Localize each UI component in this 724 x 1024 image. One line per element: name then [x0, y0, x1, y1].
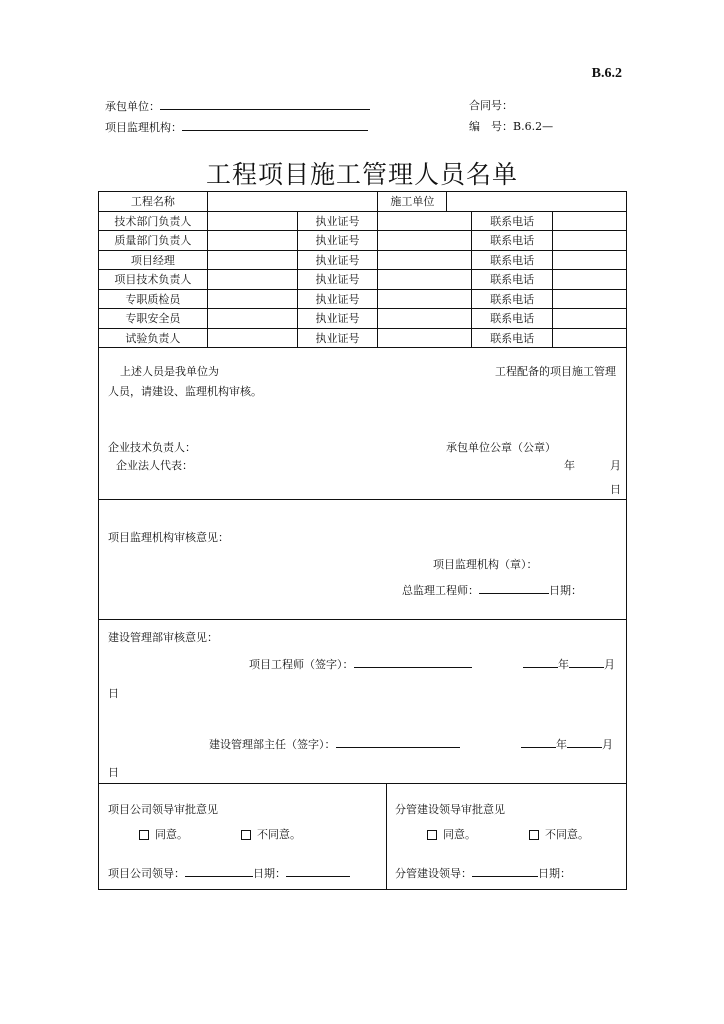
phone-label: 联系电话 — [472, 309, 553, 329]
day-label: 日 — [108, 687, 119, 700]
director-line[interactable] — [336, 735, 460, 748]
cert-cell[interactable] — [378, 231, 472, 251]
branch-agree-option[interactable] — [427, 826, 476, 842]
table-row — [99, 289, 627, 309]
role-label: 项目经理 — [99, 250, 208, 270]
branch-approval-section — [386, 783, 627, 890]
construction-opinion-label: 建设管理部审核意见： — [108, 631, 218, 644]
cert-cell[interactable] — [378, 211, 472, 231]
branch-signer-line[interactable] — [472, 864, 538, 877]
staff-table — [98, 191, 627, 348]
table-row — [99, 231, 627, 251]
company-approval-section — [98, 783, 387, 890]
phone-cell[interactable] — [553, 309, 627, 329]
cert-label: 执业证号 — [297, 309, 378, 329]
legal-rep-label: 企业法人代表： — [116, 459, 193, 472]
table-row — [99, 192, 627, 212]
agree-label: 同意。 — [443, 828, 476, 841]
cert-cell[interactable] — [378, 270, 472, 290]
month-label: 月 — [602, 738, 613, 751]
contract-no-label: 合同号： — [469, 99, 513, 112]
cert-label: 执业证号 — [297, 289, 378, 309]
contractor-field — [105, 97, 370, 114]
project-engineer-line[interactable] — [354, 655, 472, 668]
supervisor-opinion-label: 项目监理机构审核意见： — [108, 531, 229, 544]
month-label: 月 — [610, 459, 621, 472]
disagree-label: 不同意。 — [545, 828, 589, 841]
cert-label: 执业证号 — [297, 250, 378, 270]
name-cell[interactable] — [207, 289, 297, 309]
agree-label: 同意。 — [155, 828, 188, 841]
month-label: 月 — [604, 658, 615, 671]
contractor-seal-label: 承包单位公章（公章） — [446, 441, 556, 454]
name-cell[interactable] — [207, 211, 297, 231]
phone-cell[interactable] — [553, 328, 627, 348]
disagree-label: 不同意。 — [257, 828, 301, 841]
company-disagree-option[interactable] — [241, 826, 301, 842]
project-name-label: 工程名称 — [99, 192, 208, 212]
page-title: 工程项目施工管理人员名单 — [205, 160, 518, 189]
date-label: 日期： — [253, 867, 286, 880]
chief-engineer-field — [402, 581, 582, 598]
company-signer-field — [108, 864, 350, 881]
table-row — [99, 250, 627, 270]
project-name-value[interactable] — [207, 192, 378, 212]
checkbox-icon[interactable] — [529, 830, 539, 840]
construction-unit-label: 施工单位 — [378, 192, 447, 212]
cert-cell[interactable] — [378, 328, 472, 348]
day-label: 日 — [108, 766, 119, 779]
role-label: 专职质检员 — [99, 289, 208, 309]
date-label: 日期： — [538, 867, 571, 880]
year-label: 年 — [558, 658, 569, 671]
supervisor-line[interactable] — [182, 118, 368, 131]
role-label: 技术部门负责人 — [99, 211, 208, 231]
engineer-date-field — [523, 655, 615, 672]
branch-approval-title: 分管建设领导审批意见 — [395, 803, 505, 816]
month-line[interactable] — [567, 735, 602, 748]
phone-cell[interactable] — [553, 231, 627, 251]
branch-signer-label: 分管建设领导： — [395, 867, 472, 880]
phone-label: 联系电话 — [472, 231, 553, 251]
role-label: 质量部门负责人 — [99, 231, 208, 251]
company-approval-title: 项目公司领导审批意见 — [108, 803, 218, 816]
declaration-section — [98, 347, 627, 500]
declaration-line1-left: 上述人员是我单位为 — [120, 365, 219, 378]
year-line[interactable] — [521, 735, 556, 748]
month-line[interactable] — [569, 655, 604, 668]
cert-cell[interactable] — [378, 309, 472, 329]
phone-label: 联系电话 — [472, 250, 553, 270]
checkbox-icon[interactable] — [139, 830, 149, 840]
table-row — [99, 270, 627, 290]
declaration-line1-right: 工程配备的项目施工管理 — [495, 365, 616, 378]
supervisor-seal-label: 项目监理机构（章）： — [433, 558, 538, 571]
name-cell[interactable] — [207, 328, 297, 348]
construction-unit-value[interactable] — [447, 192, 627, 212]
declaration-line2: 人员，请建设、监理机构审核。 — [108, 385, 262, 398]
director-label: 建设管理部主任（签字）： — [209, 738, 336, 751]
cert-cell[interactable] — [378, 250, 472, 270]
supervisor-date-label: 日期： — [549, 584, 582, 597]
phone-label: 联系电话 — [472, 289, 553, 309]
construction-review-section — [98, 619, 627, 784]
branch-signer-field — [395, 864, 571, 881]
phone-cell[interactable] — [553, 270, 627, 290]
role-label: 专职安全员 — [99, 309, 208, 329]
project-engineer-field — [249, 655, 472, 672]
company-signer-line[interactable] — [185, 864, 253, 877]
director-field — [209, 735, 460, 752]
serial-label: 编 号：B.6.2— — [469, 120, 554, 133]
year-label: 年 — [556, 738, 567, 751]
table-row — [99, 309, 627, 329]
checkbox-icon[interactable] — [427, 830, 437, 840]
checkbox-icon[interactable] — [241, 830, 251, 840]
name-cell[interactable] — [207, 309, 297, 329]
year-label: 年 — [564, 459, 575, 472]
year-line[interactable] — [523, 655, 558, 668]
company-agree-option[interactable] — [139, 826, 188, 842]
company-signer-label: 项目公司领导： — [108, 867, 185, 880]
contractor-label: 承包单位： — [105, 100, 160, 113]
supervisor-label: 项目监理机构： — [105, 121, 182, 134]
day-label: 日 — [610, 483, 621, 496]
name-cell[interactable] — [207, 231, 297, 251]
phone-label: 联系电话 — [472, 270, 553, 290]
tech-head-label: 企业技术负责人： — [108, 441, 196, 454]
chief-engineer-line[interactable] — [479, 581, 549, 594]
phone-label: 联系电话 — [472, 328, 553, 348]
cert-label: 执业证号 — [297, 328, 378, 348]
project-engineer-label: 项目工程师（签字）： — [249, 658, 354, 671]
table-row — [99, 211, 627, 231]
company-date-line[interactable] — [286, 864, 350, 877]
supervisor-review-section — [98, 499, 627, 620]
chief-engineer-label: 总监理工程师： — [402, 584, 479, 597]
name-cell[interactable] — [207, 250, 297, 270]
cert-label: 执业证号 — [297, 211, 378, 231]
phone-label: 联系电话 — [472, 211, 553, 231]
director-date-field — [521, 735, 613, 752]
role-label: 项目技术负责人 — [99, 270, 208, 290]
phone-cell[interactable] — [553, 250, 627, 270]
contractor-line[interactable] — [160, 97, 370, 110]
cert-label: 执业证号 — [297, 270, 378, 290]
phone-cell[interactable] — [553, 211, 627, 231]
form-code: B.6.2 — [591, 66, 622, 81]
cert-label: 执业证号 — [297, 231, 378, 251]
table-row — [99, 328, 627, 348]
role-label: 试验负责人 — [99, 328, 208, 348]
branch-disagree-option[interactable] — [529, 826, 589, 842]
supervisor-field — [105, 118, 368, 135]
cert-cell[interactable] — [378, 289, 472, 309]
phone-cell[interactable] — [553, 289, 627, 309]
name-cell[interactable] — [207, 270, 297, 290]
